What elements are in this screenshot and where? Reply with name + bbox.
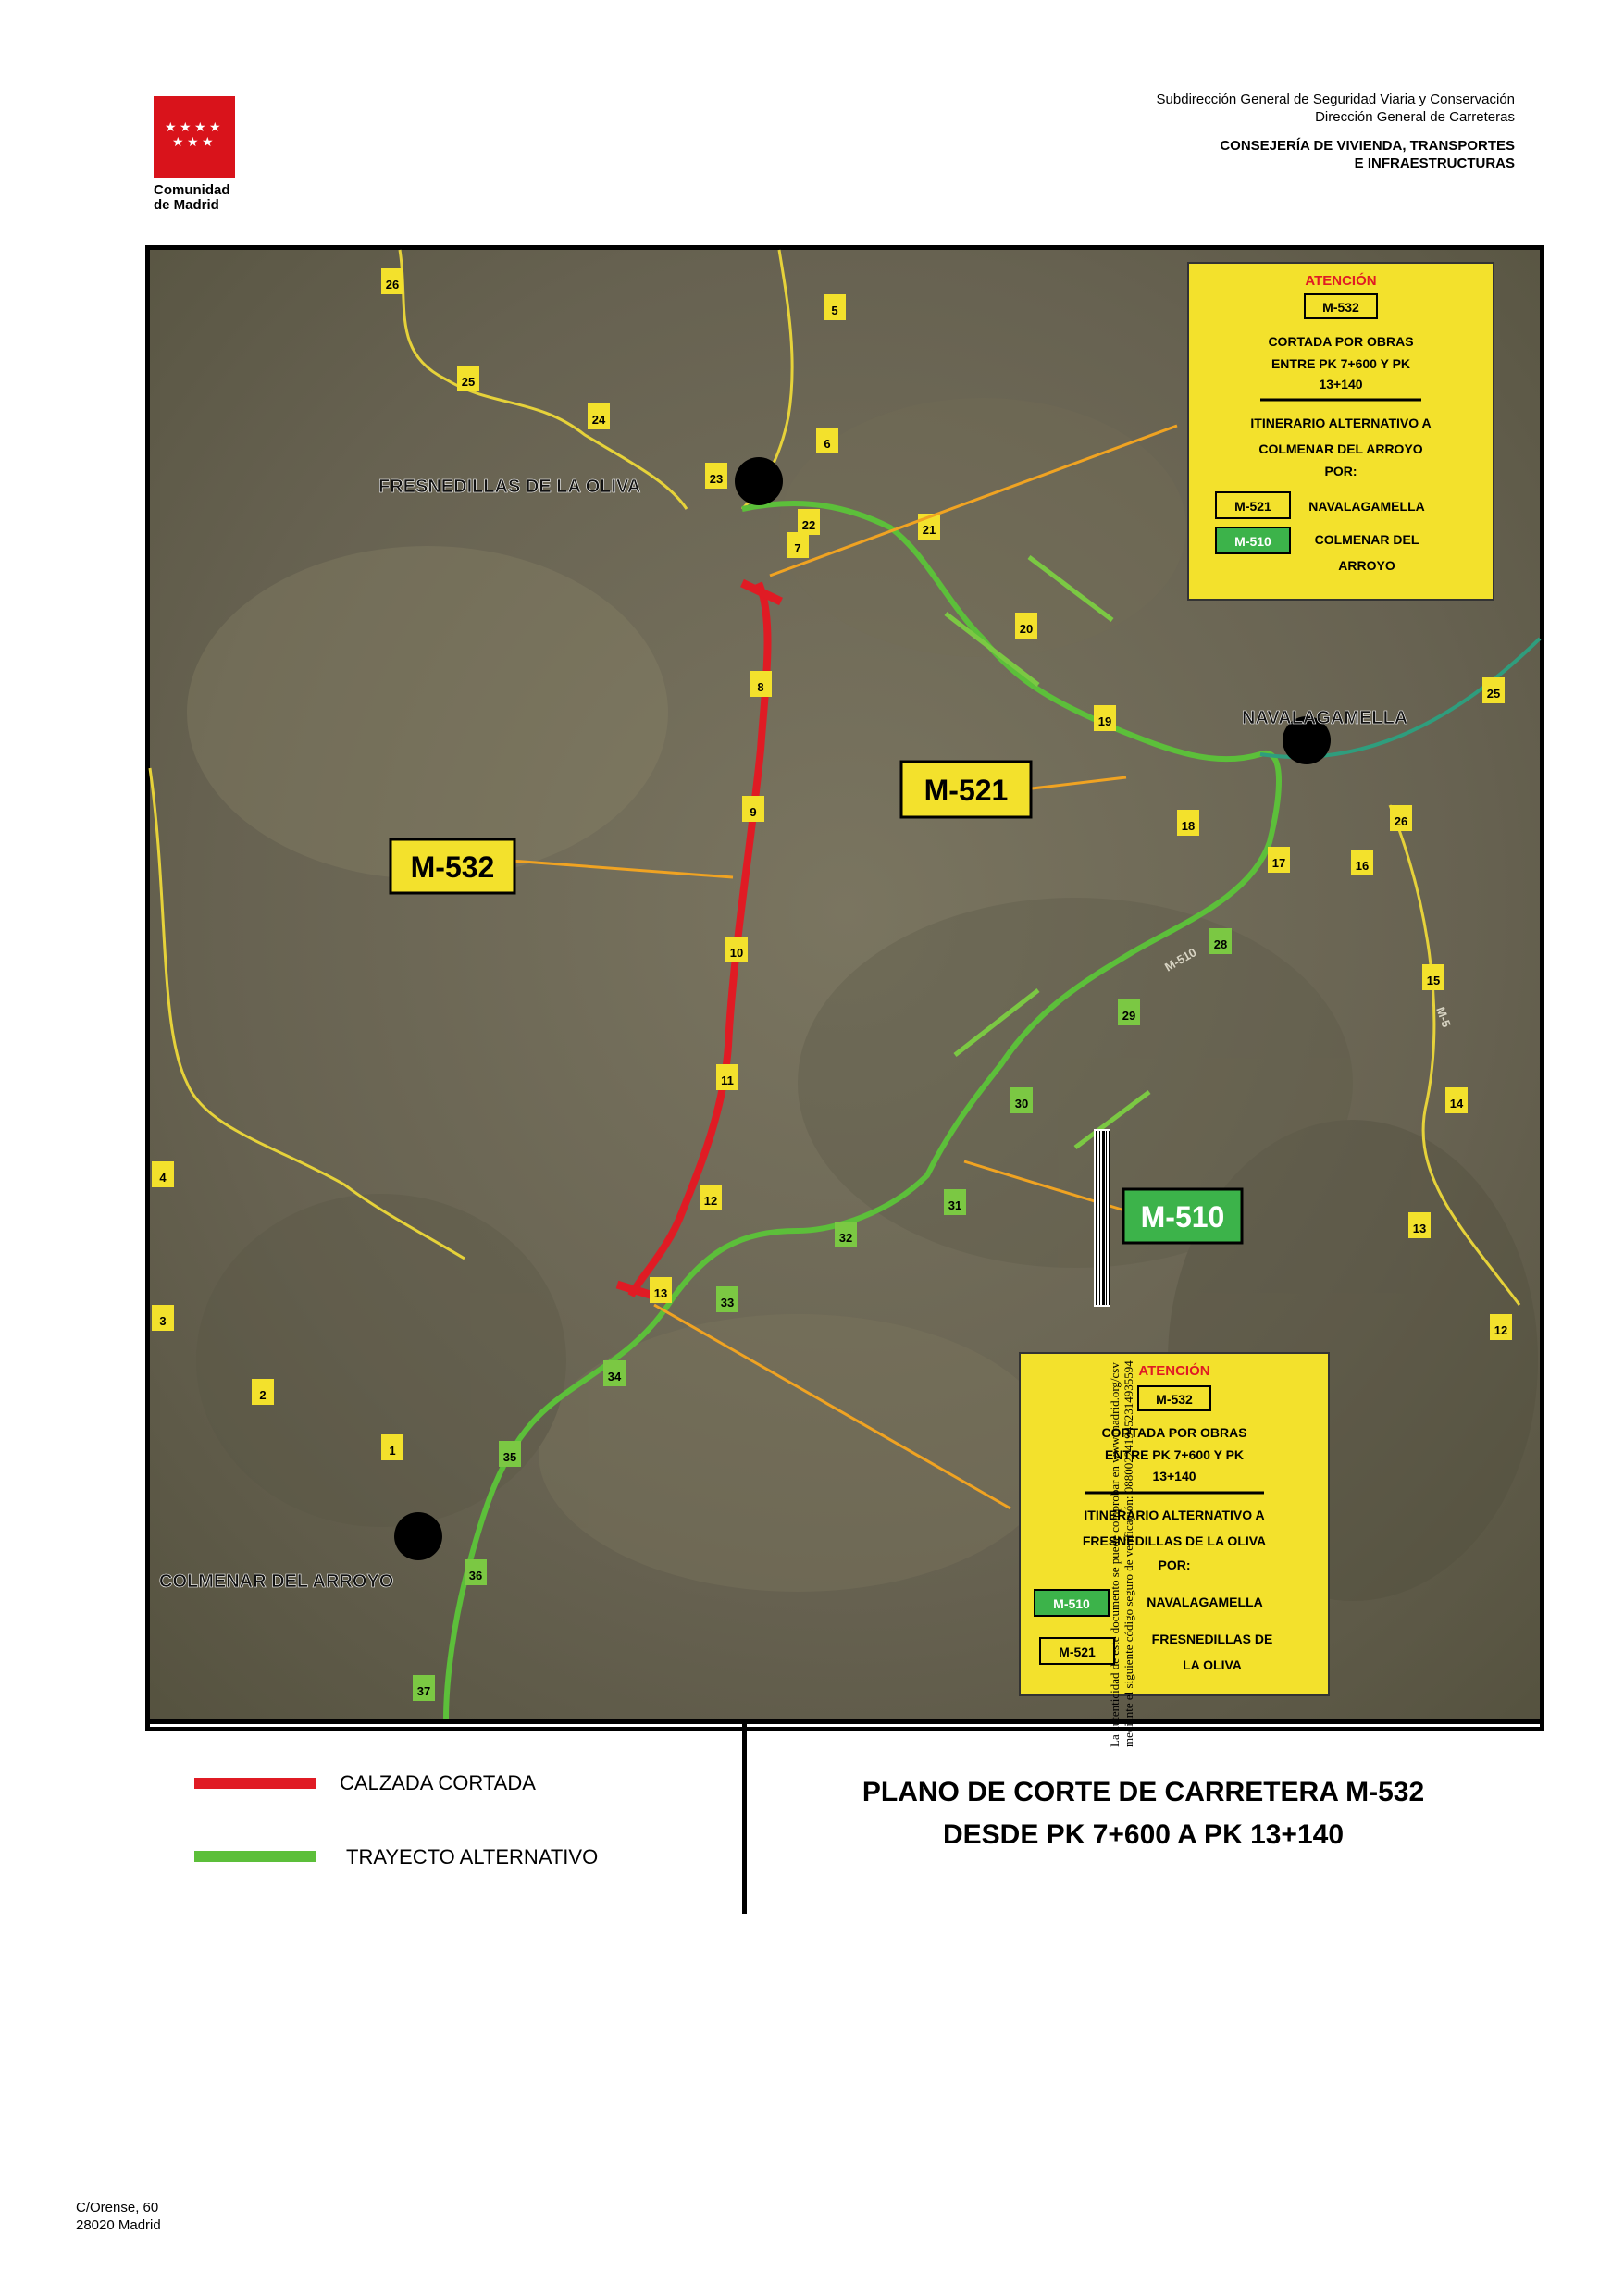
km-post [835, 1222, 857, 1247]
svg-text:28: 28 [1213, 937, 1228, 951]
km-post [381, 268, 403, 294]
svg-text:11: 11 [721, 1074, 734, 1087]
road-callout-m510 [1123, 1189, 1242, 1243]
header-line3: CONSEJERÍA DE VIVIENDA, TRANSPORTES [1220, 138, 1515, 154]
svg-text:33: 33 [720, 1296, 735, 1309]
svg-text:ITINERARIO ALTERNATIVO A: ITINERARIO ALTERNATIVO A [1084, 1508, 1265, 1522]
svg-text:★: ★ [194, 120, 206, 135]
svg-text:ITINERARIO ALTERNATIVO A: ITINERARIO ALTERNATIVO A [1250, 416, 1432, 430]
km-post [824, 294, 846, 320]
svg-text:35: 35 [502, 1450, 517, 1464]
verification-barcode [1094, 1129, 1110, 1307]
svg-text:★: ★ [165, 120, 177, 135]
svg-text:COLMENAR DEL: COLMENAR DEL [1314, 532, 1419, 547]
town-label-navalagamella: NAVALAGAMELLA [1242, 708, 1408, 728]
km-post [1209, 928, 1232, 954]
svg-text:16: 16 [1355, 859, 1370, 873]
km-post [1010, 1087, 1033, 1113]
svg-text:★: ★ [202, 135, 214, 150]
svg-text:LA OLIVA: LA OLIVA [1183, 1657, 1242, 1672]
legend-closed-label: CALZADA CORTADA [340, 1771, 536, 1794]
svg-text:8: 8 [757, 680, 764, 694]
verification-line2: mediante el siguiente código seguro de verificación: 0880022419452314935594 [1122, 1360, 1135, 1747]
km-post [603, 1360, 626, 1386]
legend-alternative-swatch [194, 1851, 316, 1862]
header-block [1157, 91, 1515, 172]
svg-text:37: 37 [416, 1684, 431, 1698]
km-post [252, 1379, 274, 1405]
svg-text:18: 18 [1181, 819, 1196, 833]
svg-text:10: 10 [729, 946, 744, 960]
svg-text:14: 14 [1449, 1097, 1464, 1111]
svg-text:★: ★ [187, 135, 199, 150]
svg-text:25: 25 [461, 375, 476, 389]
header-line4: E INFRAESTRUCTURAS [1354, 155, 1515, 171]
km-post [1422, 964, 1444, 990]
footer-line2: 28020 Madrid [76, 2217, 161, 2233]
km-post [152, 1161, 174, 1187]
km-post [1490, 1314, 1512, 1340]
svg-text:3: 3 [159, 1314, 167, 1328]
verification-text [1108, 1360, 1135, 1747]
svg-text:4: 4 [159, 1171, 167, 1185]
svg-text:17: 17 [1271, 856, 1286, 870]
svg-text:★: ★ [209, 120, 221, 135]
svg-text:29: 29 [1122, 1009, 1136, 1023]
km-post [798, 509, 820, 535]
svg-text:13: 13 [1412, 1222, 1427, 1235]
svg-text:NAVALAGAMELLA: NAVALAGAMELLA [1147, 1595, 1263, 1609]
km-post [1177, 810, 1199, 836]
svg-text:6: 6 [824, 437, 831, 451]
km-post [1445, 1087, 1468, 1113]
km-post [413, 1675, 435, 1701]
km-post [1351, 850, 1373, 875]
km-post [716, 1286, 738, 1312]
km-post [716, 1064, 738, 1090]
svg-text:19: 19 [1097, 714, 1112, 728]
svg-text:13+140: 13+140 [1152, 1469, 1196, 1483]
footer-address [76, 2199, 161, 2234]
km-post [1268, 847, 1290, 873]
svg-text:30: 30 [1014, 1097, 1029, 1111]
comunidad-madrid-logo [154, 96, 246, 213]
svg-text:2: 2 [259, 1388, 267, 1402]
svg-text:COLMENAR DEL ARROYO: COLMENAR DEL ARROYO [1258, 441, 1423, 456]
m510-road-label: M-510 [1162, 945, 1199, 974]
svg-text:ARROYO: ARROYO [1338, 558, 1395, 573]
legend-closed-swatch [194, 1778, 316, 1789]
svg-text:5: 5 [831, 304, 838, 317]
svg-text:21: 21 [922, 523, 936, 537]
svg-text:25: 25 [1486, 687, 1501, 701]
logo-flag [154, 96, 235, 178]
svg-text:M-510: M-510 [1234, 534, 1271, 549]
svg-text:POR:: POR: [1158, 1558, 1191, 1572]
svg-text:POR:: POR: [1324, 464, 1357, 478]
km-post [725, 937, 748, 962]
map-frame [145, 245, 1544, 1868]
km-post [816, 428, 838, 453]
svg-text:34: 34 [607, 1370, 622, 1384]
svg-text:M-521: M-521 [1234, 499, 1271, 514]
verification-line1: La autenticidad de este documento se puede comprobar en www.madrid.org/csv [1108, 1362, 1122, 1747]
km-post [1094, 705, 1116, 731]
legend-divider [742, 1719, 747, 1914]
notice-box-1 [1188, 263, 1494, 600]
town-marker-colmenar [394, 1512, 442, 1560]
km-post [742, 796, 764, 822]
svg-text:32: 32 [838, 1231, 853, 1245]
stars-icon [154, 96, 235, 178]
svg-text:12: 12 [1494, 1323, 1508, 1337]
svg-text:26: 26 [1394, 814, 1408, 828]
svg-text:M-532: M-532 [410, 850, 495, 884]
km-post [705, 463, 727, 489]
m5-road-label: M-5 [1433, 1004, 1454, 1030]
km-post [944, 1189, 966, 1215]
road-callout-m521 [901, 762, 1031, 817]
svg-text:M-510: M-510 [1140, 1200, 1225, 1234]
svg-text:12: 12 [703, 1194, 718, 1208]
legend-alternative-label: TRAYECTO ALTERNATIVO [346, 1845, 599, 1868]
km-post [457, 366, 479, 391]
svg-text:NAVALAGAMELLA: NAVALAGAMELLA [1308, 499, 1425, 514]
header-line1: Subdirección General de Seguridad Viaria y Conservación [1156, 92, 1515, 107]
km-post [1408, 1212, 1431, 1238]
notice-box-2 [1020, 1353, 1329, 1695]
svg-text:CORTADA POR OBRAS: CORTADA POR OBRAS [1268, 334, 1414, 349]
svg-text:ENTRE PK 7+600 Y PK: ENTRE PK 7+600 Y PK [1104, 1447, 1245, 1462]
header-line2: Dirección General de Carreteras [1315, 109, 1515, 125]
svg-text:FRESNEDILLAS DE LA OLIVA: FRESNEDILLAS DE LA OLIVA [1082, 1533, 1267, 1548]
km-post [465, 1559, 487, 1585]
satellite-map [150, 250, 1540, 1719]
legend-title-2: DESDE PK 7+600 A PK 13+140 [942, 1819, 1345, 1850]
town-label-fresnedillas: FRESNEDILLAS DE LA OLIVA [378, 477, 641, 497]
km-post [152, 1305, 174, 1331]
legend-area [150, 1719, 1540, 1914]
km-post [1482, 677, 1505, 703]
svg-text:15: 15 [1426, 974, 1441, 987]
svg-text:M-532: M-532 [1156, 1392, 1193, 1407]
legend-title-1: PLANO DE CORTE DE CARRETERA M-532 [862, 1777, 1425, 1807]
org-name: Comunidad de Madrid [154, 182, 230, 213]
svg-text:13+140: 13+140 [1319, 377, 1363, 391]
svg-text:M-532: M-532 [1322, 300, 1359, 315]
km-post [588, 403, 610, 429]
legend-top-border [150, 1719, 1540, 1724]
km-post [650, 1277, 672, 1303]
svg-text:20: 20 [1019, 622, 1034, 636]
svg-text:26: 26 [385, 278, 400, 292]
svg-text:31: 31 [948, 1198, 962, 1212]
svg-text:ATENCIÓN: ATENCIÓN [1305, 273, 1377, 289]
svg-text:ATENCIÓN: ATENCIÓN [1138, 1363, 1210, 1379]
svg-text:CORTADA POR OBRAS: CORTADA POR OBRAS [1101, 1425, 1247, 1440]
km-post [1015, 613, 1037, 639]
svg-text:7: 7 [794, 541, 801, 555]
svg-text:23: 23 [709, 472, 724, 486]
km-post [499, 1441, 521, 1467]
svg-text:22: 22 [801, 518, 816, 532]
km-post [1390, 805, 1412, 831]
svg-text:1: 1 [389, 1444, 396, 1458]
km-post [1118, 999, 1140, 1025]
svg-text:13: 13 [653, 1286, 668, 1300]
km-post [381, 1434, 403, 1460]
svg-text:FRESNEDILLAS DE: FRESNEDILLAS DE [1151, 1632, 1273, 1646]
svg-text:★: ★ [172, 135, 184, 150]
footer-line1: C/Orense, 60 [76, 2200, 159, 2215]
town-marker-fresnedillas [735, 457, 783, 505]
svg-text:24: 24 [591, 413, 606, 427]
km-post [787, 532, 809, 558]
svg-text:36: 36 [468, 1569, 483, 1582]
km-post [750, 671, 772, 697]
km-post [700, 1185, 722, 1210]
svg-text:9: 9 [750, 805, 757, 819]
svg-text:M-521: M-521 [1059, 1644, 1096, 1659]
svg-text:M-521: M-521 [924, 774, 1009, 807]
town-label-colmenar: COLMENAR DEL ARROYO [159, 1571, 394, 1592]
road-callout-m532 [391, 839, 514, 893]
svg-text:M-510: M-510 [1053, 1596, 1090, 1611]
svg-text:ENTRE PK 7+600 Y PK: ENTRE PK 7+600 Y PK [1271, 356, 1411, 371]
svg-text:★: ★ [180, 120, 192, 135]
